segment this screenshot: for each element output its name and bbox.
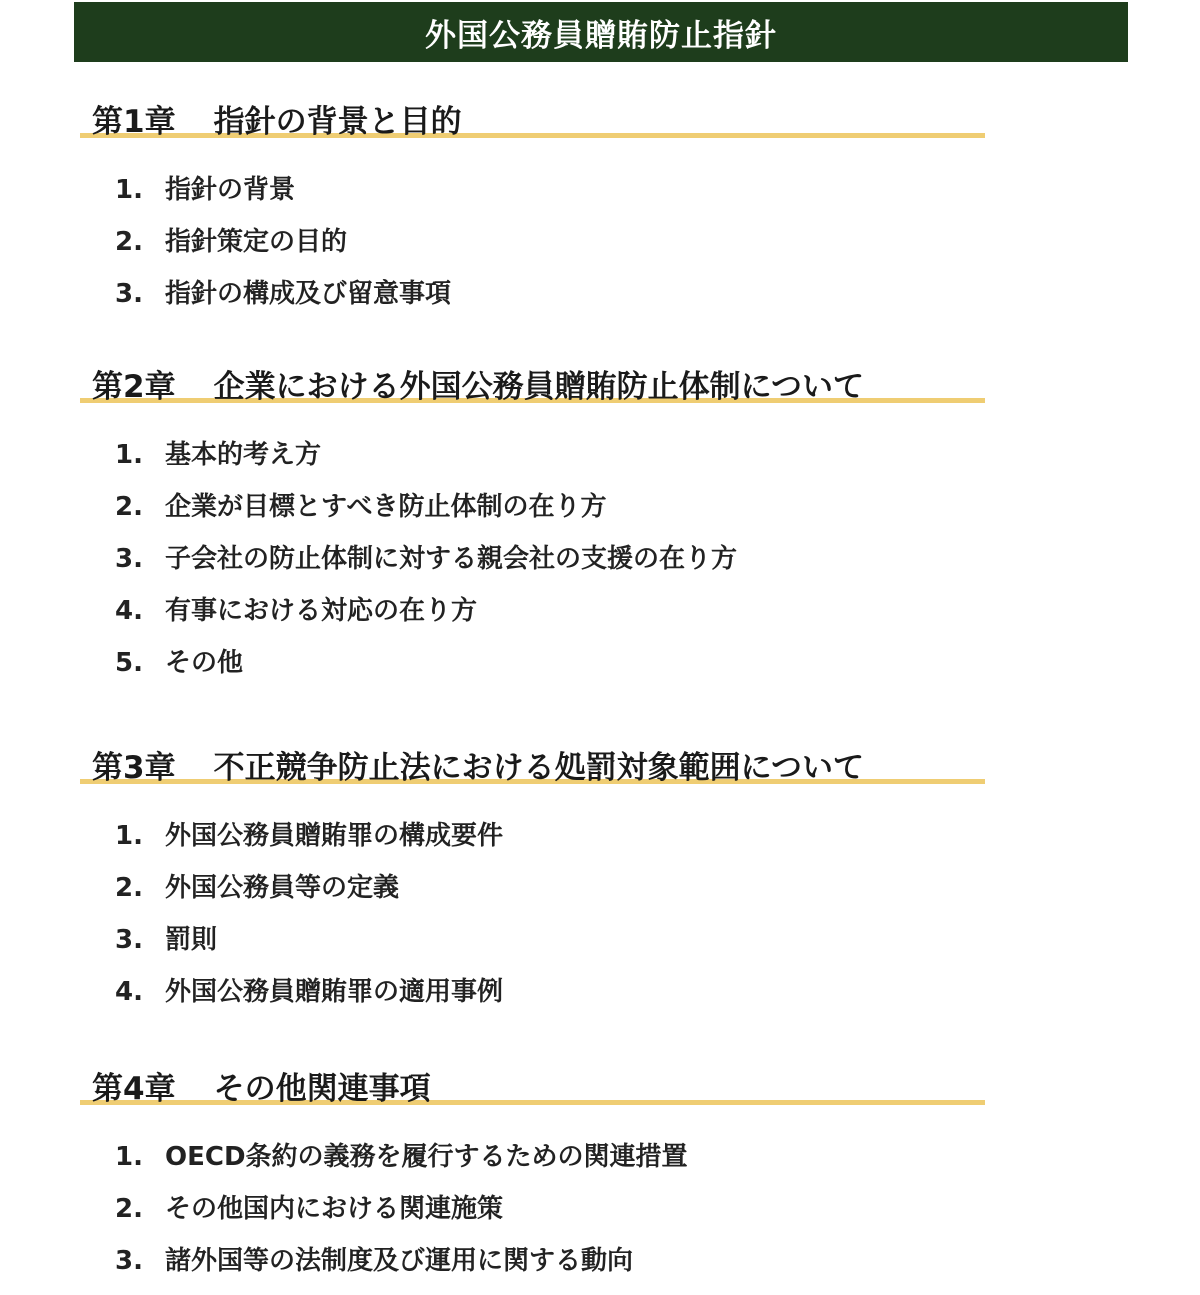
chapter-title: その他関連事項 bbox=[213, 1071, 431, 1107]
chapter-heading bbox=[92, 748, 864, 788]
chapter-number: 第2章 bbox=[92, 369, 176, 405]
chapter-title: 不正競争防止法における処罰対象範囲について bbox=[213, 750, 864, 786]
item-number: 3. bbox=[115, 925, 143, 955]
item-number: 1. bbox=[115, 1142, 143, 1172]
item-number: 4. bbox=[115, 596, 143, 626]
item-label: 罰則 bbox=[165, 925, 218, 955]
item-label: 外国公務員等の定義 bbox=[165, 873, 400, 903]
item-label: 企業が目標とすべき防止体制の在り方 bbox=[165, 492, 607, 522]
item-label: 有事における対応の在り方 bbox=[165, 596, 478, 626]
item-label: 諸外国等の法制度及び運用に関する動向 bbox=[165, 1246, 634, 1276]
chapter-heading bbox=[92, 102, 462, 142]
item-number: 2. bbox=[115, 1194, 143, 1224]
document-title-bar bbox=[74, 2, 1128, 62]
chapter-number: 第1章 bbox=[92, 104, 176, 140]
item-label: その他国内における関連施策 bbox=[165, 1194, 504, 1224]
item-number: 3. bbox=[115, 1246, 143, 1276]
item-label: 子会社の防止体制に対する親会社の支援の在り方 bbox=[165, 544, 738, 574]
item-label: 指針の背景 bbox=[165, 175, 296, 205]
item-label: 基本的考え方 bbox=[165, 440, 322, 470]
chapter-heading bbox=[92, 367, 864, 407]
item-number: 2. bbox=[115, 873, 143, 903]
chapter-number: 第4章 bbox=[92, 1071, 176, 1107]
chapter-number: 第3章 bbox=[92, 750, 176, 786]
item-number: 1. bbox=[115, 440, 143, 470]
item-label: 指針の構成及び留意事項 bbox=[165, 279, 452, 309]
item-number: 1. bbox=[115, 175, 143, 205]
item-label: 外国公務員贈賄罪の適用事例 bbox=[165, 977, 504, 1007]
chapter-title: 指針の背景と目的 bbox=[213, 104, 462, 140]
chapter-title: 企業における外国公務員贈賄防止体制について bbox=[213, 369, 864, 405]
document-title: 外国公務員贈賄防止指針 bbox=[425, 17, 777, 54]
item-label: 指針策定の目的 bbox=[165, 227, 348, 257]
item-number: 4. bbox=[115, 977, 143, 1007]
item-number: 2. bbox=[115, 227, 143, 257]
item-number: 3. bbox=[115, 544, 143, 574]
item-label: OECD条約の義務を履行するための関連措置 bbox=[165, 1142, 688, 1172]
item-label: その他 bbox=[165, 648, 244, 678]
item-number: 2. bbox=[115, 492, 143, 522]
item-number: 1. bbox=[115, 821, 143, 851]
item-number: 3. bbox=[115, 279, 143, 309]
item-label: 外国公務員贈賄罪の構成要件 bbox=[165, 821, 504, 851]
item-number: 5. bbox=[115, 648, 143, 678]
chapter-heading bbox=[92, 1069, 431, 1109]
